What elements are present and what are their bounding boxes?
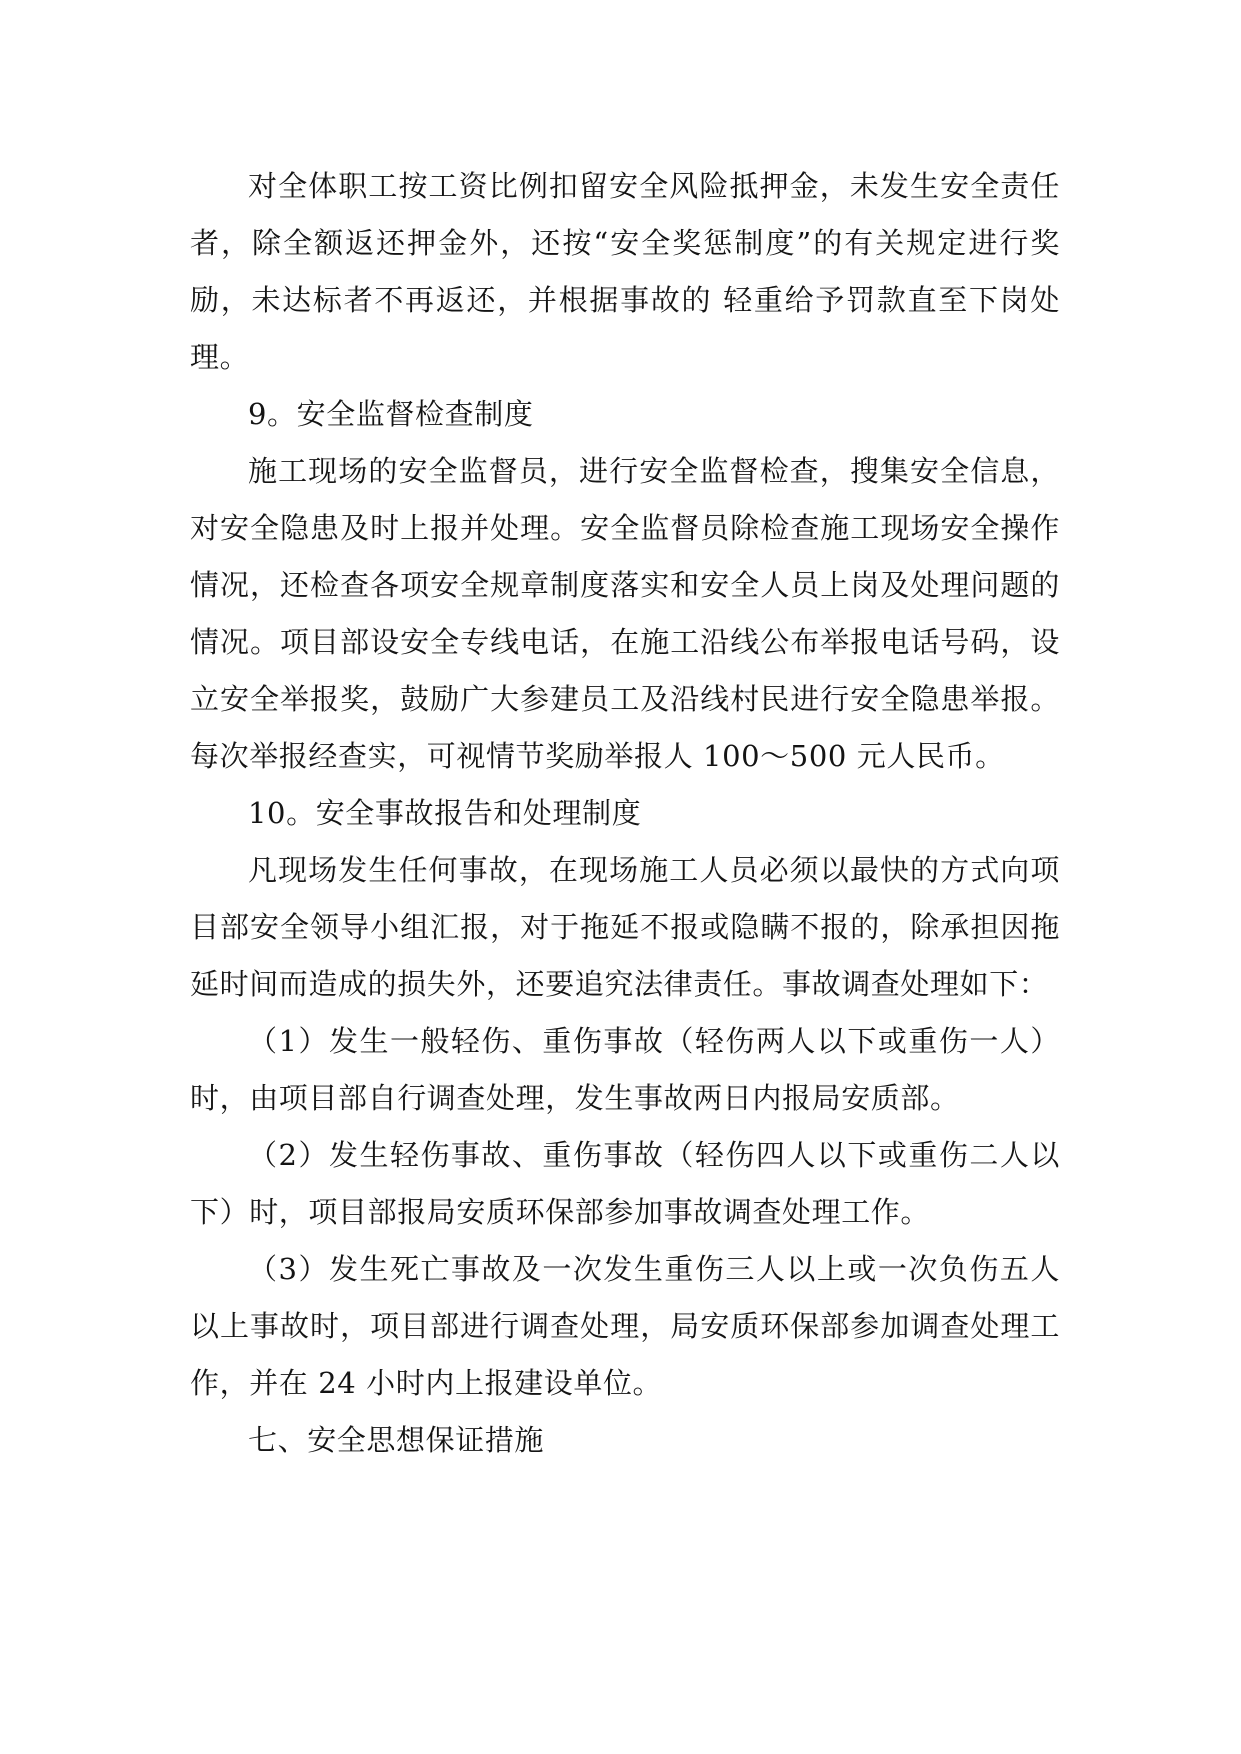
paragraph-safety-deposit: 对全体职工按工资比例扣留安全风险抵押金，未发生安全责任者，除全额返还押金外，还按“安全奖惩制度”的有关规定进行奖励，未达标者不再返还，并根据事故的 轻重给予罚款直至下岗处理。 (190, 169, 1060, 374)
list-item-accident-2: （2）发生轻伤事故、重伤事故（轻伤四人以下或重伤二人以下）时，项目部报局安质环保部参加事故调查处理工作。 (190, 1138, 1060, 1229)
document-body (190, 158, 1060, 1469)
heading-accident-reporting: 10。安全事故报告和处理制度 (248, 796, 642, 830)
paragraph-safety-supervision: 施工现场的安全监督员，进行安全监督检查，搜集安全信息，对安全隐患及时上报并处理。安全监督员除检查施工现场安全操作情况，还检查各项安全规章制度落实和安全人员上岗及处理问题的情况。项目部设安全专线电话，在施工沿线公布举报电话号码，设立安全举报奖，鼓励广大参建员工及沿线村民进行安全隐患举报。每次举报经查实，可视情节奖励举报人 100～500 元人民币。 (190, 454, 1060, 773)
list-item-accident-3: （3）发生死亡事故及一次发生重伤三人以上或一次负伤五人以上事故时，项目部进行调查处理，局安质环保部参加调查处理工作，并在 24 小时内上报建设单位。 (190, 1252, 1060, 1400)
paragraph-accident-reporting: 凡现场发生任何事故，在现场施工人员必须以最快的方式向项目部安全领导小组汇报，对于拖延不报或隐瞒不报的，除承担因拖延时间而造成的损失外，还要追究法律责任。事故调查处理如下： (190, 853, 1060, 1001)
heading-safety-ideology: 七、安全思想保证措施 (248, 1423, 545, 1457)
heading-safety-supervision: 9。安全监督检查制度 (248, 397, 534, 431)
list-item-accident-1: （1）发生一般轻伤、重伤事故（轻伤两人以下或重伤一人）时，由项目部自行调查处理，发生事故两日内报局安质部。 (190, 1024, 1060, 1115)
